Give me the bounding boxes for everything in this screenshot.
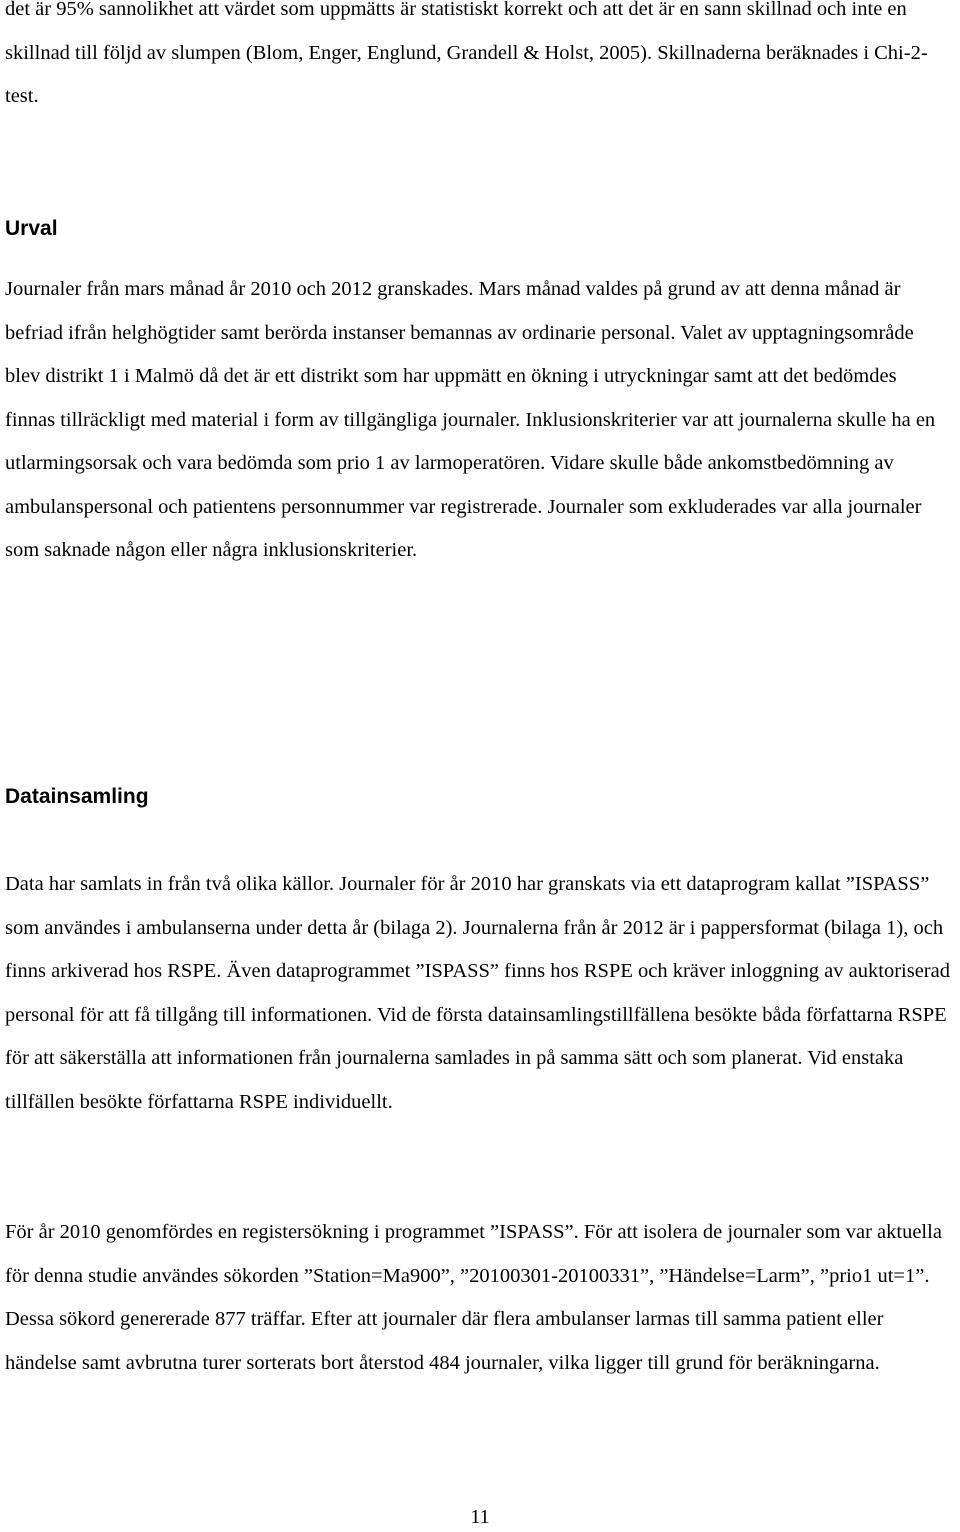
section-heading-datainsamling: Datainsamling — [5, 785, 149, 808]
intro-paragraph: det är 95% sannolikhet att värdet som uppmätts är statistiskt korrekt och att det är en sann skillnad och inte en skillnad till följd av slumpen (Blom, Enger, Englund, Grandell & Holst, 2005). Skillnaderna beräknades i Chi-2-test. — [5, 0, 928, 107]
datainsamling-paragraph-1: Data har samlats in från två olika källor. Journaler för år 2010 har granskats via ett dataprogram kallat ”ISPASS” som användes i ambulanserna under detta år (bilaga 2). Journalerna från år 2012 är i pappersformat (bilaga 1), och finns arkiverad hos RSPE. Även dataprogrammet ”ISPASS” finns hos RSPE och kräver inloggning av auktoriserad personal för att få tillgång till informationen. Vid de första datainsamlingstillfällena besökte båda författarna RSPE för att säkerställa att informationen från journalerna samlades in på samma sätt och som planerat. Vid enstaka tillfällen besökte författarna RSPE individuellt. — [5, 873, 950, 1113]
urval-paragraph: Journaler från mars månad år 2010 och 2012 granskades. Mars månad valdes på grund av att denna månad är befriad ifrån helghögtider samt berörda instanser bemannas av ordinarie personal. Valet av upptagningsområde blev distrikt 1 i Malmö då det är ett distrikt som har uppmätt en ökning i utryckningar samt att det bedömdes finnas tillräckligt med material i form av tillgängliga journaler. Inklusionskriterier var att journalerna skulle ha en utlarmingsorsak och vara bedömda som prio 1 av larmoperatören. Vidare skulle både ankomstbedömning av ambulanspersonal och patientens personnummer var registrerade. Journaler som exkluderades var alla journaler som saknade någon eller några inklusionskriterier. — [5, 278, 936, 561]
section-heading-urval: Urval — [5, 217, 58, 240]
page-number: 11 — [470, 1506, 490, 1528]
datainsamling-paragraph-2: För år 2010 genomfördes en registersökning i programmet ”ISPASS”. För att isolera de journaler som var aktuella för denna studie användes sökorden ”Station=Ma900”, ”20100301-20100331”, ”Händelse=Larm”, ”prio1 ut=1”. Dessa sökord genererade 877 träffar. Efter att journaler där flera ambulanser larmas till samma patient eller händelse samt avbrutna turer sorterats bort återstod 484 journaler, vilka ligger till grund för beräkningarna. — [5, 1221, 942, 1374]
